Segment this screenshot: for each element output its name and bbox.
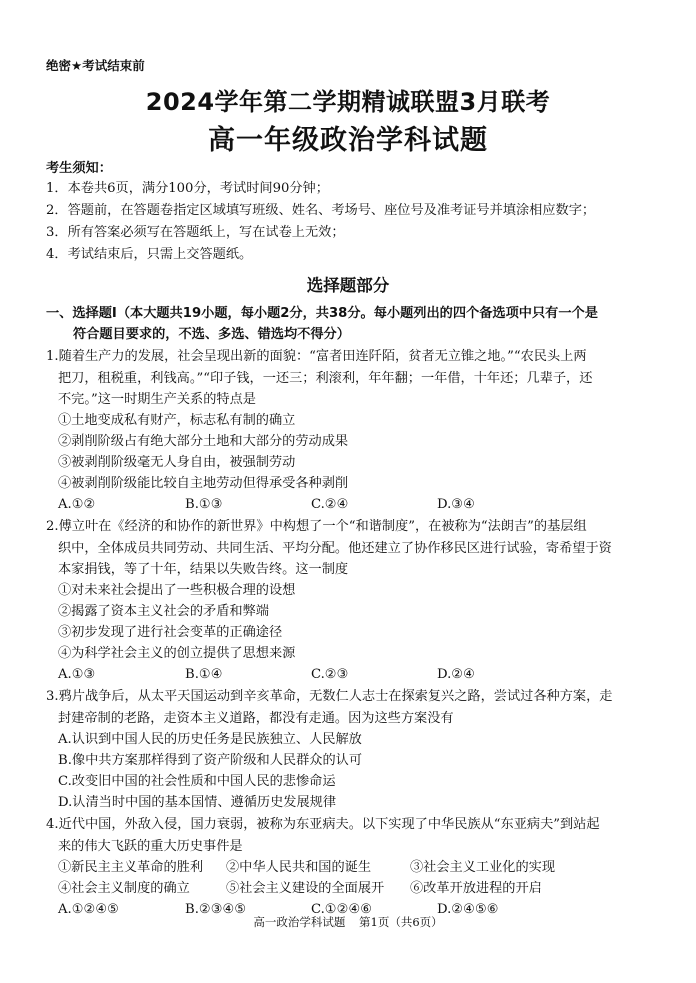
exam-subtitle: 高一年级政治学科试题	[208, 125, 488, 156]
answer-option[interactable]: A.①③	[58, 667, 96, 682]
question-stem: 4.近代中国，外敌入侵，国力衰弱，被称为东亚病夫。以下实现了中华民族从“东亚病夫”到站起	[46, 817, 600, 832]
footer-subject: 高一政治学科试题	[253, 915, 346, 929]
question-stem: 来的伟大飞跃的重大历史事件是	[58, 839, 243, 854]
notes-item: 4．考试结束后，只需上交答题纸。	[46, 247, 253, 262]
question-stem: 封建帝制的老路，走资本主义道路，都没有走通。因为这些方案没有	[58, 711, 454, 726]
exam-title: 2024学年第二学期精诚联盟3月联考	[145, 88, 551, 116]
statement-item: ④被剥削阶级能比较自主地劳动但得承受各种剥削	[58, 476, 349, 491]
statement-item: ②揭露了资本主义社会的矛盾和弊端	[58, 604, 269, 619]
statement-item: ④社会主义制度的确立	[58, 881, 190, 896]
answer-option[interactable]: D.认清当时中国的基本国情、遵循历史发展规律	[58, 795, 337, 810]
answer-option[interactable]: B.②③④⑤	[185, 902, 247, 917]
notes-item: 2．答题前，在答题卷指定区域填写班级、姓名、考场号、座位号及准考证号并填涂相应数字；	[46, 203, 596, 218]
statement-item: ①土地变成私有财产，标志私有制的确立	[58, 413, 296, 428]
confidential-label: 绝密★考试结束前	[46, 58, 145, 73]
statement-item: ①对未来社会提出了一些积极合理的设想	[58, 583, 296, 598]
part-one-instructions: 一、选择题Ⅰ（本大题共19小题，每小题2分，共38分。每小题列出的四个备选项中只有一个是	[46, 306, 598, 321]
page-footer	[0, 914, 696, 930]
question-stem: 织中，全体成员共同劳动、共同生活、平均分配。他还建立了协作移民区进行试验，寄希望于资	[58, 541, 612, 556]
answer-option[interactable]: C.改变旧中国的社会性质和中国人民的悲惨命运	[58, 774, 336, 789]
statement-item: ③社会主义工业化的实现	[410, 860, 556, 875]
answer-option[interactable]: A.认识到中国人民的历史任务是民族独立、人民解放	[58, 732, 362, 747]
answer-option[interactable]: A.①②④⑤	[58, 902, 120, 917]
section-title: 选择题部分	[306, 276, 390, 295]
statement-item: ②中华人民共和国的诞生	[226, 860, 372, 875]
answer-option[interactable]: A.①②	[58, 497, 96, 512]
part-one-instructions-cont: 符合题目要求的，不选、多选、错选均不得分）	[73, 327, 350, 342]
question-stem: 1.随着生产力的发展，社会呈现出新的面貌：“富者田连阡陌，贫者无立锥之地。”“农民头上两	[46, 349, 587, 364]
notes-item: 3．所有答案必须写在答题纸上，写在试卷上无效；	[46, 225, 345, 240]
answer-option[interactable]: C.①②④⑥	[311, 902, 373, 917]
statement-item: ③初步发现了进行社会变革的正确途径	[58, 625, 283, 640]
statement-item: ①新民主主义革命的胜利	[58, 860, 204, 875]
statement-item: ②剥削阶级占有绝大部分土地和大部分的劳动成果	[58, 434, 349, 449]
notes-item: 1．本卷共6页，满分100分，考试时间90分钟；	[46, 181, 329, 196]
answer-option[interactable]: B.①④	[185, 667, 223, 682]
answer-option[interactable]: D.③④	[437, 497, 475, 512]
answer-option[interactable]: C.②④	[311, 497, 349, 512]
question-stem: 本家捐钱，等了十年，结果以失败告终。这一制度	[58, 562, 349, 577]
statement-item: ③被剥削阶级毫无人身自由，被强制劳动	[58, 455, 296, 470]
answer-option[interactable]: B.①③	[185, 497, 223, 512]
answer-option[interactable]: B.像中共方案那样得到了资产阶级和人民群众的认可	[58, 753, 363, 768]
footer-page-number: 第1页（共6页）	[359, 915, 443, 929]
question-stem: 不完。”这一时期生产关系的特点是	[58, 392, 256, 407]
answer-option[interactable]: D.②④⑤⑥	[437, 902, 499, 917]
question-stem: 把刀，租税重，利钱高。”“印子钱，一还三；利滚利，年年翻；一年借，十年还；几辈子，还	[58, 371, 593, 386]
statement-item: ④为科学社会主义的创立提供了思想来源	[58, 646, 296, 661]
notes-heading: 考生须知：	[46, 161, 112, 176]
statement-item: ⑤社会主义建设的全面展开	[226, 881, 385, 896]
question-stem: 2.傅立叶在《经济的和协作的新世界》中构想了一个“和谐制度”，在被称为“法朗吉”的基层组	[46, 519, 587, 534]
question-stem: 3.鸦片战争后，从太平天国运动到辛亥革命，无数仁人志士在探索复兴之路，尝试过各种方案，走	[46, 689, 613, 704]
statement-item: ⑥改革开放进程的开启	[410, 881, 542, 896]
answer-option[interactable]: D.②④	[437, 667, 475, 682]
answer-option[interactable]: C.②③	[311, 667, 349, 682]
